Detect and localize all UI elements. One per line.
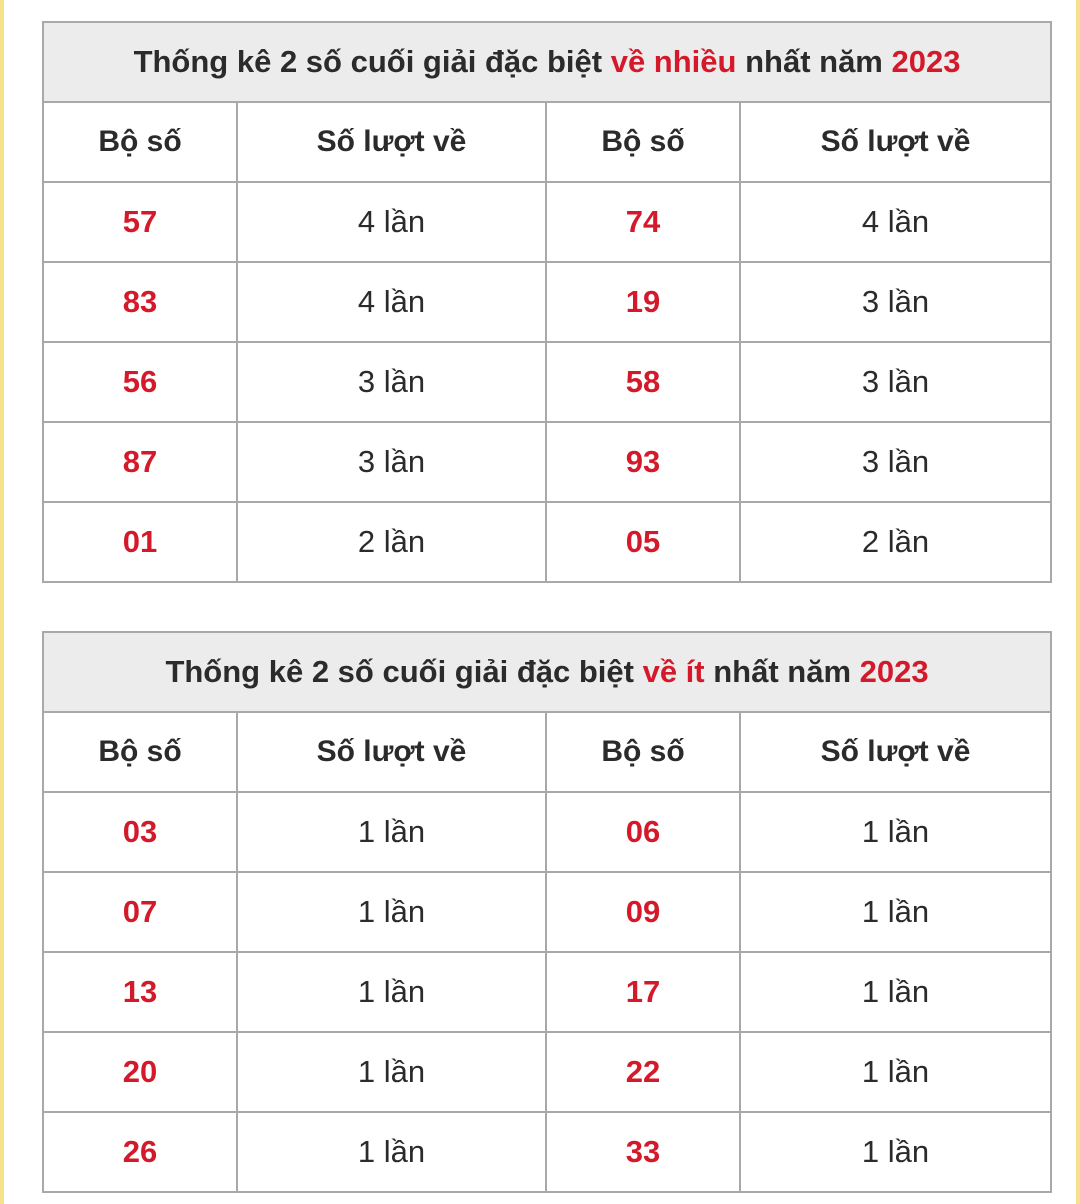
hit-count: 1 lần: [237, 1112, 546, 1192]
pair-number: 26: [43, 1112, 237, 1192]
table-row: [43, 872, 1051, 952]
table-row: [43, 952, 1051, 1032]
table-row: [43, 1112, 1051, 1192]
least-frequent-table: [42, 631, 1052, 1193]
pair-number: 58: [546, 342, 740, 422]
title-middle: nhất năm: [736, 44, 892, 79]
pair-number: 20: [43, 1032, 237, 1112]
hit-count: 1 lần: [237, 792, 546, 872]
hit-count: 4 lần: [740, 182, 1051, 262]
table-title: [43, 632, 1051, 712]
hit-count: 1 lần: [740, 872, 1051, 952]
table-row: [43, 182, 1051, 262]
title-prefix: Thống kê 2 số cuối giải đặc biệt: [133, 44, 611, 79]
title-highlight: về nhiều: [610, 44, 737, 79]
table-row: [43, 502, 1051, 582]
table-caption-row: [43, 632, 1051, 712]
hit-count: 1 lần: [740, 792, 1051, 872]
hit-count: 1 lần: [237, 872, 546, 952]
pair-number: 06: [546, 792, 740, 872]
table-row: [43, 422, 1051, 502]
hit-count: 3 lần: [740, 262, 1051, 342]
pair-number: 03: [43, 792, 237, 872]
hit-count: 2 lần: [237, 502, 546, 582]
column-header-count: Số lượt về: [740, 102, 1051, 182]
table-row: [43, 1032, 1051, 1112]
title-highlight: về ít: [642, 654, 705, 689]
column-header-pair: Bộ số: [546, 712, 740, 792]
hit-count: 3 lần: [237, 422, 546, 502]
title-middle: nhất năm: [704, 654, 860, 689]
hit-count: 4 lần: [237, 262, 546, 342]
pair-number: 09: [546, 872, 740, 952]
column-header-pair: Bộ số: [43, 712, 237, 792]
pair-number: 19: [546, 262, 740, 342]
column-header-count: Số lượt về: [740, 712, 1051, 792]
pair-number: 87: [43, 422, 237, 502]
hit-count: 3 lần: [740, 342, 1051, 422]
column-header-pair: Bộ số: [43, 102, 237, 182]
pair-number: 13: [43, 952, 237, 1032]
table-header-row: [43, 102, 1051, 182]
table-header-row: [43, 712, 1051, 792]
hit-count: 1 lần: [740, 1032, 1051, 1112]
pair-number: 57: [43, 182, 237, 262]
pair-number: 05: [546, 502, 740, 582]
pair-number: 33: [546, 1112, 740, 1192]
title-year: 2023: [891, 44, 961, 79]
pair-number: 01: [43, 502, 237, 582]
pair-number: 74: [546, 182, 740, 262]
table-caption-row: [43, 22, 1051, 102]
hit-count: 3 lần: [237, 342, 546, 422]
title-year: 2023: [859, 654, 929, 689]
table-row: [43, 792, 1051, 872]
hit-count: 1 lần: [237, 952, 546, 1032]
table-row: [43, 342, 1051, 422]
pair-number: 07: [43, 872, 237, 952]
hit-count: 4 lần: [237, 182, 546, 262]
pair-number: 93: [546, 422, 740, 502]
title-prefix: Thống kê 2 số cuối giải đặc biệt: [165, 654, 643, 689]
hit-count: 1 lần: [740, 952, 1051, 1032]
column-header-count: Số lượt về: [237, 102, 546, 182]
hit-count: 2 lần: [740, 502, 1051, 582]
column-header-count: Số lượt về: [237, 712, 546, 792]
hit-count: 3 lần: [740, 422, 1051, 502]
pair-number: 83: [43, 262, 237, 342]
table-title: [43, 22, 1051, 102]
pair-number: 56: [43, 342, 237, 422]
hit-count: 1 lần: [740, 1112, 1051, 1192]
pair-number: 17: [546, 952, 740, 1032]
table-row: [43, 262, 1051, 342]
most-frequent-table: [42, 21, 1052, 583]
pair-number: 22: [546, 1032, 740, 1112]
column-header-pair: Bộ số: [546, 102, 740, 182]
hit-count: 1 lần: [237, 1032, 546, 1112]
